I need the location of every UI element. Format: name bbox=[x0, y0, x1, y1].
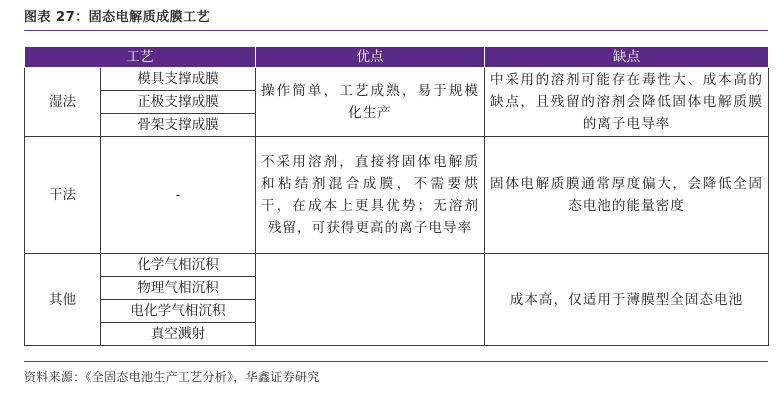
cons-cell-other bbox=[485, 254, 769, 346]
pros-text-wet: 操作简单，工艺成熟，易于规模化生产 bbox=[261, 83, 479, 121]
source-note: 资料来源：《全固态电池生产工艺分析》，华鑫证券研究 bbox=[24, 370, 320, 384]
cons-cell-wet bbox=[485, 68, 769, 137]
cons-cell-dry bbox=[485, 137, 769, 254]
bottom-divider bbox=[24, 361, 768, 362]
method-cell: 骨架支撑成膜 bbox=[101, 114, 256, 137]
method-cell: - bbox=[101, 137, 256, 254]
table-row bbox=[25, 254, 769, 277]
pros-cell-dry bbox=[256, 137, 485, 254]
cons-text-dry: 固体电解质膜通常厚度偏大，会降低全固态电池的能量密度 bbox=[490, 176, 763, 214]
method-cell: 物理气相沉积 bbox=[101, 277, 256, 300]
group-name-other: 其他 bbox=[25, 254, 101, 346]
method-cell: 电化学气相沉积 bbox=[101, 300, 256, 323]
method-cell: 真空溅射 bbox=[101, 323, 256, 346]
group-name-wet: 湿法 bbox=[25, 68, 101, 137]
process-table bbox=[24, 47, 769, 346]
method-cell: 化学气相沉积 bbox=[101, 254, 256, 277]
method-cell: 正极支撑成膜 bbox=[101, 91, 256, 114]
header-process: 工艺 bbox=[25, 47, 256, 68]
header-cons: 缺点 bbox=[485, 47, 769, 68]
cons-text-other: 成本高，仅适用于薄膜型全固态电池 bbox=[509, 291, 744, 308]
method-cell: 模具支撑成膜 bbox=[101, 68, 256, 91]
table-header-row bbox=[25, 47, 769, 68]
pros-text-dry: 不采用溶剂，直接将固体电解质和粘结剂混合成膜，不需要烘干，在成本上更具优势；无溶剂残留，可获得更高的离子电导率 bbox=[261, 154, 479, 236]
header-pros: 优点 bbox=[256, 47, 485, 68]
table-row bbox=[25, 68, 769, 91]
pros-cell-other bbox=[256, 254, 485, 346]
table-row bbox=[25, 137, 769, 254]
group-name-dry: 干法 bbox=[25, 137, 101, 254]
title-divider bbox=[24, 30, 768, 31]
figure-title: 图表 27：固态电解质成膜工艺 bbox=[24, 10, 211, 25]
pros-cell-wet bbox=[256, 68, 485, 137]
cons-text-wet: 中采用的溶剂可能存在毒性大、成本高的缺点，且残留的溶剂会降低固体电解质膜的离子电导率 bbox=[490, 72, 763, 132]
